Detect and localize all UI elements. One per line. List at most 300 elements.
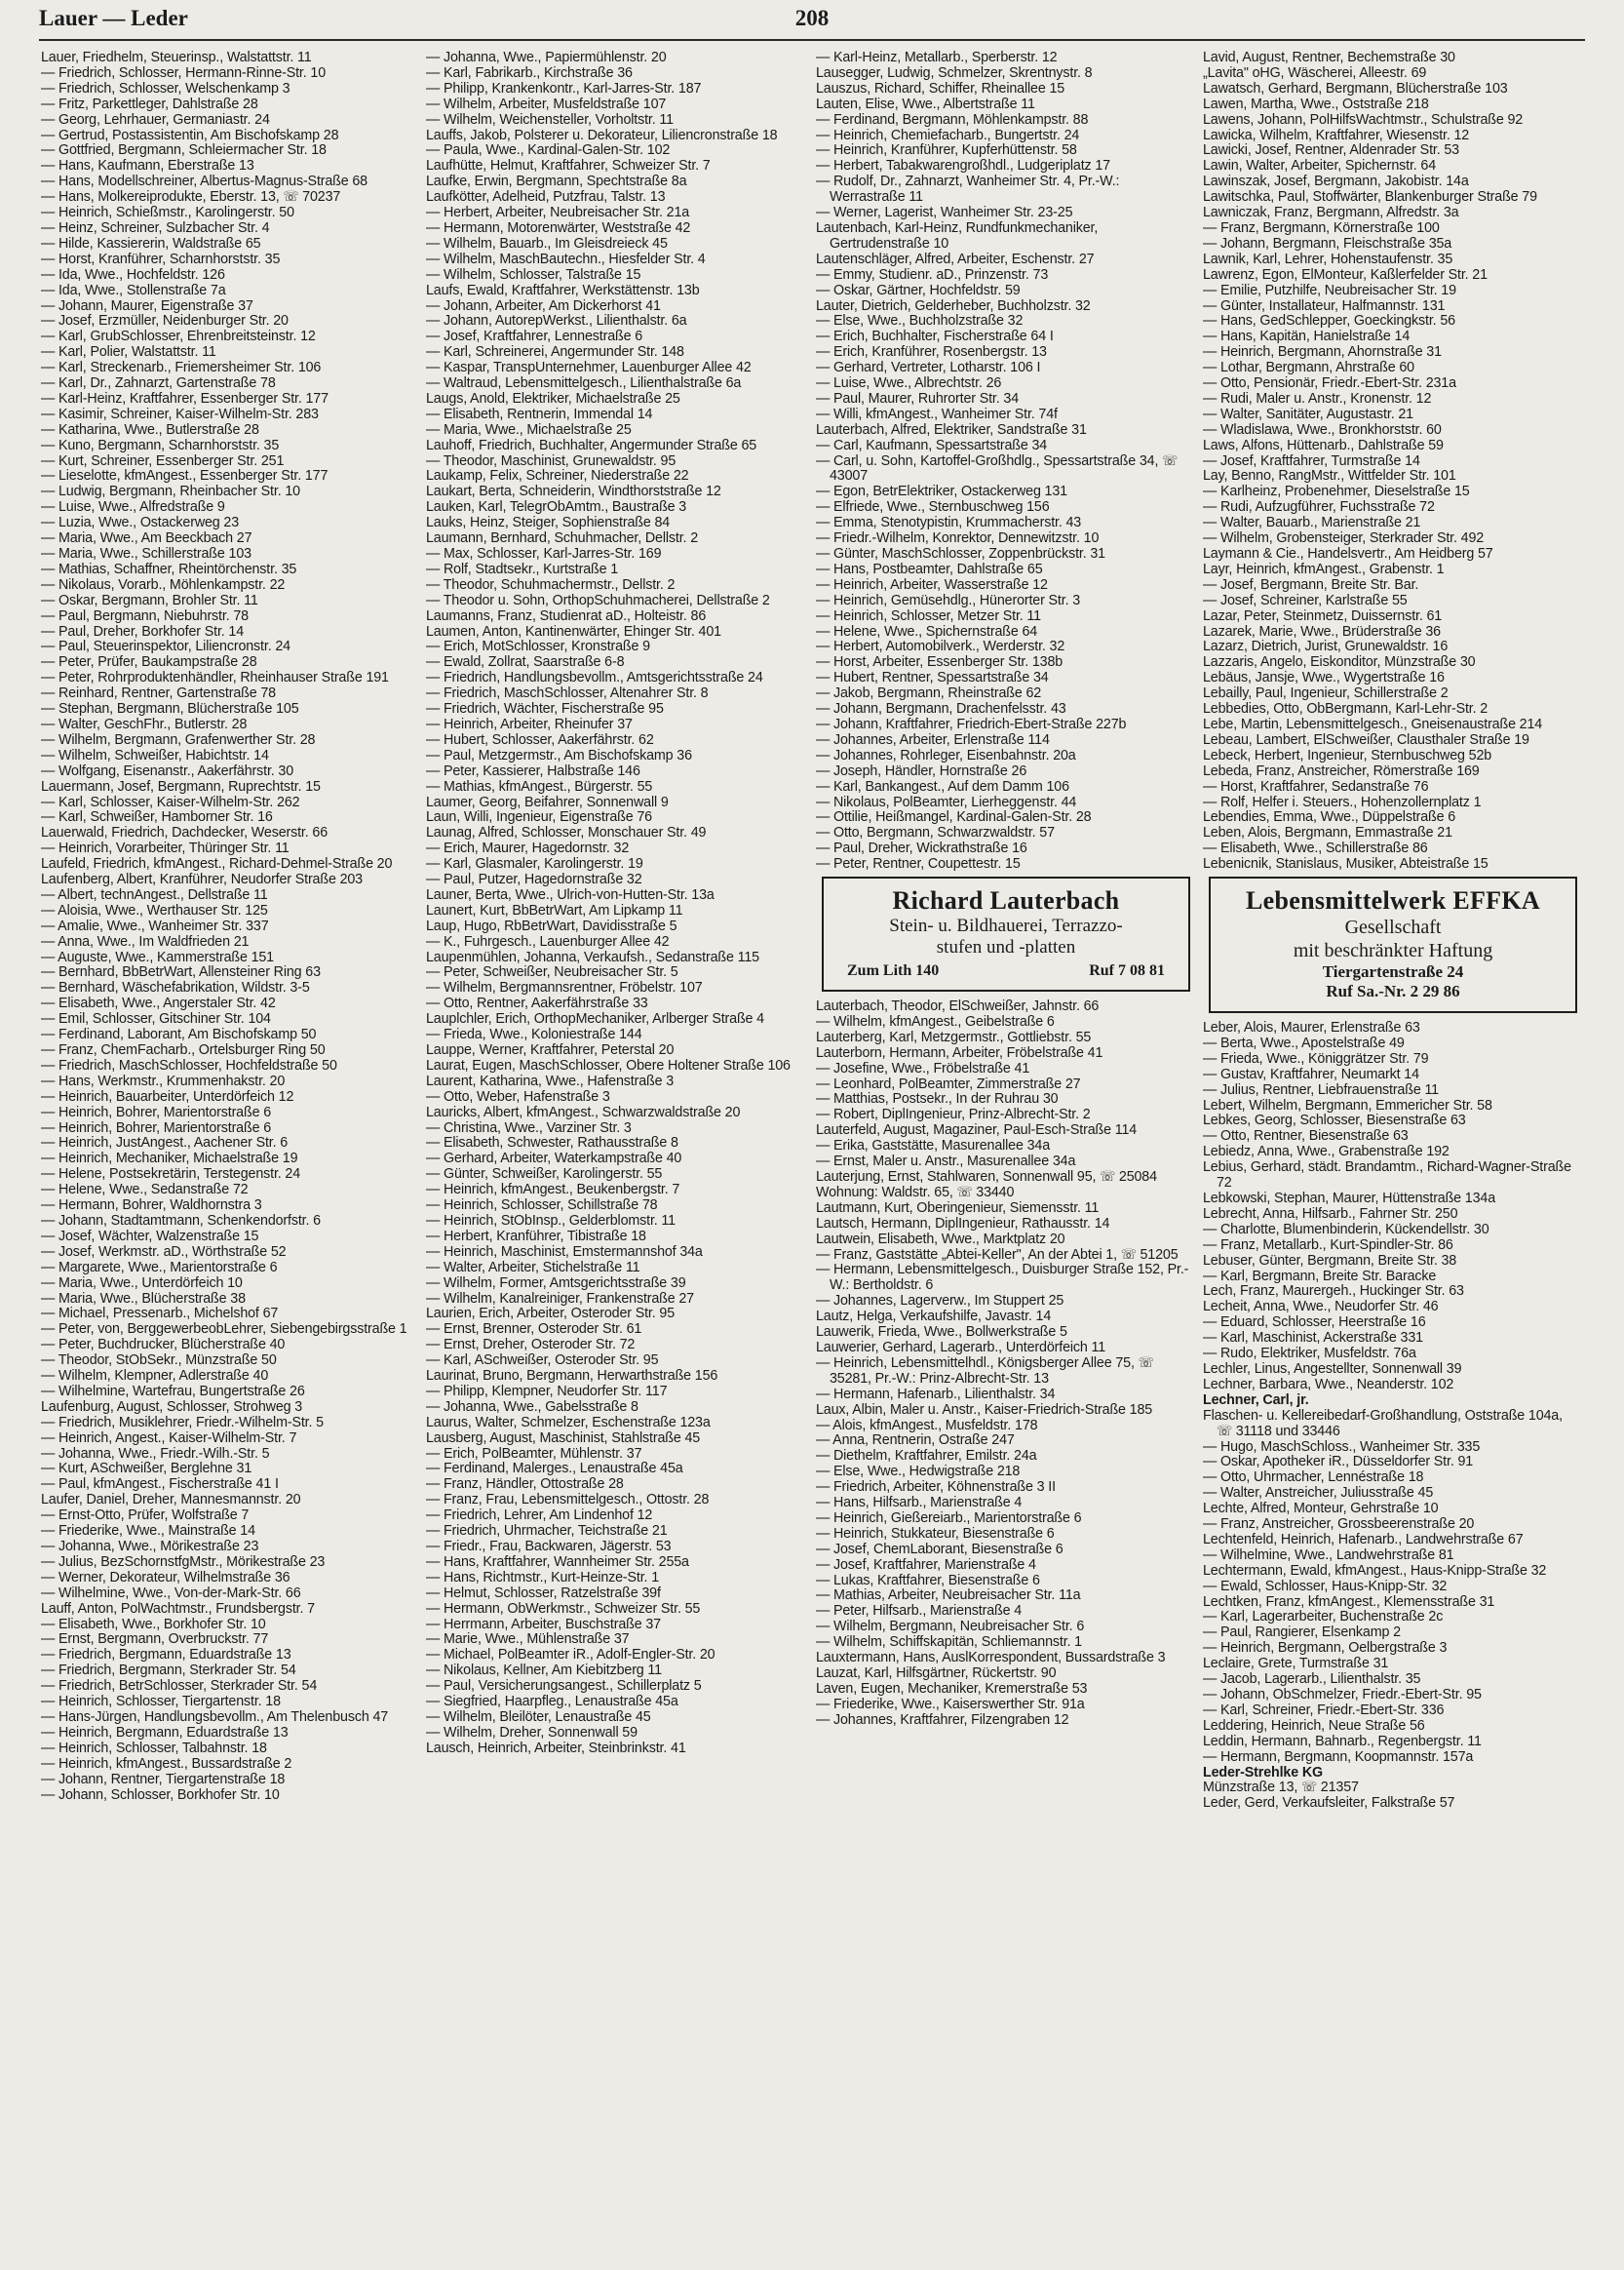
directory-entry: — Emma, Stenotypistin, Krummacherstr. 43 xyxy=(816,515,1082,531)
directory-entry: — Johann, Schlosser, Borkhofer Str. 10 xyxy=(41,1786,280,1803)
directory-entry: — Josef, Werkmstr. aD., Wörthstraße 52 xyxy=(41,1243,287,1260)
directory-entry: Leclaire, Grete, Turmstraße 31 xyxy=(1203,1656,1389,1672)
directory-entry: — Helene, Wwe., Spichernstraße 64 xyxy=(816,623,1038,640)
directory-entry: — Gottfried, Bergmann, Schleiermacher Str. 18 xyxy=(41,142,327,159)
directory-entry: — Franz, Händler, Ottostraße 28 xyxy=(426,1476,624,1493)
directory-entry: Lauterfeld, August, Magaziner, Paul-Esch-Straße 114 xyxy=(816,1122,1138,1139)
ad-phone: Ruf 7 08 81 xyxy=(1089,962,1165,980)
directory-entry: Lawniczak, Franz, Bergmann, Alfredstr. 3a xyxy=(1203,205,1459,221)
directory-entry: — Wilhelm, Bergmannsrentner, Fröbelstr. 107 xyxy=(426,980,703,997)
directory-entry: Lauwerier, Gerhard, Lagerarb., Unterdörfeich 11 xyxy=(816,1339,1106,1355)
directory-entry: Laufenberg, Albert, Kranführer, Neudorfer Straße 203 xyxy=(41,872,363,888)
directory-entry: Laumer, Georg, Beifahrer, Sonnenwall 9 xyxy=(426,794,669,810)
directory-entry: — Bernhard, BbBetrWart, Allensteiner Ring 63 xyxy=(41,964,321,981)
directory-entry: Lauks, Heinz, Steiger, Sophienstraße 84 xyxy=(426,515,671,531)
directory-entry: — Georg, Lehrhauer, Germaniastr. 24 xyxy=(41,111,270,128)
directory-entry: Lawitschka, Paul, Stoffwärter, Blankenburger Straße 79 xyxy=(1203,189,1537,206)
directory-entry: — Karl, Schreiner, Friedr.-Ebert-Str. 336 xyxy=(1203,1702,1445,1718)
directory-entry: — Emil, Schlosser, Gitschiner Str. 104 xyxy=(41,1011,271,1028)
directory-entry: — Franz, Anstreicher, Grossbeerenstraße 20 xyxy=(1203,1516,1475,1533)
directory-entry: — Siegfried, Haarpfleg., Lenaustraße 45a xyxy=(426,1694,678,1710)
directory-entry: — Emmy, Studienr. aD., Prinzenstr. 73 xyxy=(816,266,1049,283)
ad-line: Stein- u. Bildhauerei, Terrazzo- xyxy=(889,916,1123,937)
directory-entry: Lechtken, Franz, kfmAngest., Klemensstraße 31 xyxy=(1203,1593,1495,1610)
directory-entry: — Gerhard, Arbeiter, Waterkampstraße 40 xyxy=(426,1151,682,1167)
directory-entry: — Mathias, kfmAngest., Bürgerstr. 55 xyxy=(426,778,653,795)
directory-entry: Leder-Strehlke KG xyxy=(1203,1764,1323,1781)
directory-entry: — Walter, Arbeiter, Stichelstraße 11 xyxy=(426,1259,640,1275)
directory-entry: — Otto, Weber, Hafenstraße 3 xyxy=(426,1088,610,1105)
directory-entry: — Helene, Wwe., Sedanstraße 72 xyxy=(41,1182,249,1198)
directory-entry: — Wilhelm, Klempner, Adlerstraße 40 xyxy=(41,1368,269,1385)
directory-entry: — Paul, Bergmann, Niebuhrstr. 78 xyxy=(41,607,249,624)
ad-address: Zum Lith 140 xyxy=(847,962,940,980)
directory-entry: — Werner, Dekorateur, Wilhelmstraße 36 xyxy=(41,1569,290,1585)
ad-phone: Ruf Sa.-Nr. 2 29 86 xyxy=(1326,982,1460,1001)
directory-entry: — Paul, Versicherungsangest., Schillerplatz 5 xyxy=(426,1678,702,1695)
directory-entry: — Friederike, Wwe., Mainstraße 14 xyxy=(41,1523,255,1540)
directory-entry: — Friedrich, Wächter, Fischerstraße 95 xyxy=(426,701,664,718)
directory-entry: — Theodor, StObSekr., Münzstraße 50 xyxy=(41,1352,277,1369)
directory-entry: — Friedrich, Musiklehrer, Friedr.-Wilhelm-Str. 5 xyxy=(41,1414,324,1430)
directory-entry: Lawnik, Karl, Lehrer, Hohenstaufenstr. 35 xyxy=(1203,251,1453,267)
directory-entry: — Franz, Frau, Lebensmittelgesch., Ottostr. 28 xyxy=(426,1492,710,1508)
directory-entry: — Karl, ASchweißer, Osteroder Str. 95 xyxy=(426,1352,659,1369)
directory-entry: — Hans, Werkmstr., Krummenhakstr. 20 xyxy=(41,1073,286,1089)
directory-entry: — Johanna, Wwe., Gabelsstraße 8 xyxy=(426,1398,638,1415)
directory-entry: — Anna, Wwe., Im Waldfrieden 21 xyxy=(41,933,250,950)
directory-entry: — Friedrich, Arbeiter, Köhnenstraße 3 II xyxy=(816,1479,1056,1496)
directory-entry: Lautenbach, Karl-Heinz, Rundfunkmechaniker, Gertrudenstraße 10 xyxy=(816,219,1099,252)
directory-entry: — Johannes, Kraftfahrer, Filzengraben 12 xyxy=(816,1711,1069,1728)
directory-entry: — Hans, Modellschreiner, Albertus-Magnus-Straße 68 xyxy=(41,174,367,190)
directory-entry: Lauerwald, Friedrich, Dachdecker, Weserstr. 66 xyxy=(41,825,328,841)
directory-entry: Laurent, Katharina, Wwe., Hafenstraße 3 xyxy=(426,1073,675,1089)
directory-entry: — Hilde, Kassiererin, Waldstraße 65 xyxy=(41,235,261,252)
directory-entry: — Rudolf, Dr., Zahnarzt, Wanheimer Str. 4, Pr.-W.: Werrastraße 11 xyxy=(816,174,1120,206)
directory-entry: — Heinrich, Arbeiter, Rheinufer 37 xyxy=(426,716,633,732)
directory-entry: — Karl, Polier, Walstattstr. 11 xyxy=(41,344,216,361)
directory-entry: — Otto, Pensionär, Friedr.-Ebert-Str. 231a xyxy=(1203,375,1456,392)
directory-entry: Lecheit, Anna, Wwe., Neudorfer Str. 46 xyxy=(1203,1299,1439,1315)
directory-entry: — Erich, Kranführer, Rosenbergstr. 13 xyxy=(816,344,1047,361)
directory-entry: — Ewald, Schlosser, Haus-Knipp-Str. 32 xyxy=(1203,1578,1448,1594)
directory-entry: — Hermann, Hafenarb., Lilienthalstr. 34 xyxy=(816,1386,1056,1402)
directory-entry: — Horst, Kraftfahrer, Sedanstraße 76 xyxy=(1203,778,1429,795)
directory-entry: — Karl, Dr., Zahnarzt, Gartenstraße 78 xyxy=(41,375,276,392)
directory-entry: Lavid, August, Rentner, Bechemstraße 30 xyxy=(1203,50,1455,65)
directory-entry: — Wilhelm, Bleilöter, Lenaustraße 45 xyxy=(426,1708,651,1725)
directory-entry: — Willi, kfmAngest., Wanheimer Str. 74f xyxy=(816,406,1058,422)
directory-entry: Laufer, Daniel, Dreher, Mannesmannstr. 20 xyxy=(41,1492,301,1508)
directory-entry: — Hermann, Motorenwärter, Weststraße 42 xyxy=(426,219,691,236)
directory-entry: Laurat, Eugen, MaschSchlosser, Obere Holtener Straße 106 xyxy=(426,1057,791,1074)
directory-entry: — Peter, Rentner, Coupettestr. 15 xyxy=(816,856,1021,873)
directory-entry: Laukamp, Felix, Schreiner, Niederstraße 22 xyxy=(426,468,689,485)
directory-entry: — Karl, Streckenarb., Friemersheimer Str. 106 xyxy=(41,360,322,376)
directory-entry: Lebäus, Jansje, Wwe., Wygertstraße 16 xyxy=(1203,670,1445,686)
directory-entry: — Oskar, Gärtner, Hochfeldstr. 59 xyxy=(816,282,1021,298)
directory-entry: — Heinz, Schreiner, Sulzbacher Str. 4 xyxy=(41,219,270,236)
directory-entry: — Karl, Schlosser, Kaiser-Wilhelm-Str. 262 xyxy=(41,794,300,810)
directory-entry: — Philipp, Krankenkontr., Karl-Jarres-Str. 187 xyxy=(426,80,702,97)
directory-entry: — Friedrich, Schlosser, Hermann-Rinne-Str. 10 xyxy=(41,64,327,81)
directory-entry: Lauhoff, Friedrich, Buchhalter, Angermunder Straße 65 xyxy=(426,437,757,453)
directory-entry: „Lavita" oHG, Wäscherei, Alleestr. 69 xyxy=(1203,64,1427,81)
directory-entry: — Günter, Schweißer, Karolingerstr. 55 xyxy=(426,1166,663,1183)
directory-entry: — Johann, AutorepWerkst., Lilienthalstr. 6a xyxy=(426,313,687,330)
directory-entry: Lausch, Heinrich, Arbeiter, Steinbrinkstr. 41 xyxy=(426,1740,686,1756)
directory-entry: — Mathias, Schaffner, Rheintörchenstr. 35 xyxy=(41,561,297,577)
directory-entry: Lazarek, Marie, Wwe., Brüderstraße 36 xyxy=(1203,623,1441,640)
header-rule xyxy=(39,39,1585,41)
directory-entry: Laukart, Berta, Schneiderin, Windthorststraße 12 xyxy=(426,484,721,500)
directory-entry: Lebeau, Lambert, ElSchweißer, Clausthaler Straße 19 xyxy=(1203,731,1529,748)
directory-entry: — Karl, Glasmaler, Karolingerstr. 19 xyxy=(426,856,643,873)
directory-entry: — Karl, Lagerarbeiter, Buchenstraße 2c xyxy=(1203,1609,1444,1625)
directory-entry: — Heinrich, Chemiefacharb., Bungertstr. 24 xyxy=(816,127,1080,143)
directory-entry: — Wilhelm, Dreher, Sonnenwall 59 xyxy=(426,1724,638,1741)
directory-entry: — Heinrich, Vorarbeiter, Thüringer Str. 11 xyxy=(41,841,290,857)
column-4 xyxy=(1203,51,1577,1812)
directory-entry: — Herbert, Kranführer, Tibistraße 18 xyxy=(426,1228,646,1244)
directory-entry: — Julius, BezSchornstfgMstr., Mörikestraße 23 xyxy=(41,1553,326,1570)
directory-entry: Leddering, Heinrich, Neue Straße 56 xyxy=(1203,1717,1425,1734)
directory-entry: — Hugo, MaschSchloss., Wanheimer Str. 335 xyxy=(1203,1438,1481,1455)
directory-entry: — Johann, ObSchmelzer, Friedr.-Ebert-Str. 95 xyxy=(1203,1687,1482,1702)
directory-entry: — Johannes, Arbeiter, Erlenstraße 114 xyxy=(816,731,1050,748)
directory-entry: — Otto, Bergmann, Schwarzwaldstr. 57 xyxy=(816,825,1055,841)
directory-entry: Lazzaris, Angelo, Eiskonditor, Münzstraße 30 xyxy=(1203,654,1476,671)
directory-entry: — Oskar, Apotheker iR., Düsseldorfer Str. 91 xyxy=(1203,1454,1474,1470)
directory-entry: — Walter, Bauarb., Marienstraße 21 xyxy=(1203,515,1421,531)
directory-entry: Laurus, Walter, Schmelzer, Eschenstraße 123a xyxy=(426,1414,711,1430)
directory-entry: — Karl-Heinz, Kraftfahrer, Essenberger Str. 177 xyxy=(41,390,329,407)
directory-entry: — Paul, Putzer, Hagedornstraße 32 xyxy=(426,872,642,888)
directory-entry: Lawatsch, Gerhard, Bergmann, Blücherstraße 103 xyxy=(1203,80,1508,97)
directory-entry: Lebeck, Herbert, Ingenieur, Sternbuschweg 52b xyxy=(1203,747,1492,763)
directory-entry: — Luzia, Wwe., Ostackerweg 23 xyxy=(41,515,240,531)
directory-entry: — Peter, Prüfer, Baukampstraße 28 xyxy=(41,654,257,671)
directory-entry: — Walter, Sanitäter, Augustastr. 21 xyxy=(1203,406,1413,422)
directory-entry: — Friedr.-Wilhelm, Konrektor, Dennewitzstr. 10 xyxy=(816,530,1100,547)
directory-entry: — Paul, Metzgermstr., Am Bischofskamp 36 xyxy=(426,747,692,763)
directory-entry: — Hermann, Bohrer, Waldhornstra 3 xyxy=(41,1197,262,1214)
page-number: 208 xyxy=(794,6,830,30)
directory-entry: — Fritz, Parkettleger, Dahlstraße 28 xyxy=(41,96,258,112)
directory-entry: — Heinrich, Stukkateur, Biesenstraße 6 xyxy=(816,1525,1055,1542)
directory-entry: — Josef, Schreiner, Karlstraße 55 xyxy=(1203,592,1408,608)
directory-entry: — Christina, Wwe., Varziner Str. 3 xyxy=(426,1119,632,1136)
directory-entry: — Otto, Rentner, Biesenstraße 63 xyxy=(1203,1128,1409,1145)
directory-entry: — Karl, Maschinist, Ackerstraße 331 xyxy=(1203,1330,1423,1347)
directory-entry: — Wilhelm, Arbeiter, Musfeldstraße 107 xyxy=(426,96,667,112)
directory-entry: — Elisabeth, Wwe., Borkhofer Str. 10 xyxy=(41,1616,266,1632)
directory-entry: — Hermann, Lebensmittelgesch., Duisburger Straße 152, Pr.-W.: Bertholdstr. 6 xyxy=(816,1262,1189,1294)
directory-entry: — Kasimir, Schreiner, Kaiser-Wilhelm-Str. 283 xyxy=(41,406,319,422)
directory-entry: Lausberg, August, Maschinist, Stahlstraße 45 xyxy=(426,1429,701,1446)
directory-entry: — Wilhelm, Bergmann, Grafenwerther Str. 28 xyxy=(41,731,316,748)
directory-entry: Lauffs, Jakob, Polsterer u. Dekorateur, Liliencronstraße 18 xyxy=(426,127,778,143)
directory-entry: — Walter, GeschFhr., Butlerstr. 28 xyxy=(41,716,248,732)
directory-entry: Lebeda, Franz, Anstreicher, Römerstraße 169 xyxy=(1203,763,1480,779)
directory-entry: — Julius, Rentner, Liebfrauenstraße 11 xyxy=(1203,1081,1439,1098)
directory-entry: Lauzat, Karl, Hilfsgärtner, Rückertstr. 90 xyxy=(816,1665,1057,1681)
directory-entry: Laurien, Erich, Arbeiter, Osteroder Str. 95 xyxy=(426,1306,675,1322)
directory-entry: — Heinrich, Bohrer, Marientorstraße 6 xyxy=(41,1104,271,1120)
directory-entry: — Wilhelmine, Wwe., Von-der-Mark-Str. 66 xyxy=(41,1585,301,1601)
directory-entry: — Friedr., Frau, Backwaren, Jägerstr. 53 xyxy=(426,1539,672,1554)
directory-entry: — Waltraud, Lebensmittelgesch., Lilienthalstraße 6a xyxy=(426,375,742,392)
directory-entry: — Hans, Hilfsarb., Marienstraße 4 xyxy=(816,1495,1023,1511)
directory-entry: — Emilie, Putzhilfe, Neubreisacher Str. 19 xyxy=(1203,282,1456,298)
directory-entry: — Wilhelm, MaschBautechn., Hiesfelder Str. 4 xyxy=(426,251,706,267)
directory-entry: — Elisabeth, Rentnerin, Immendal 14 xyxy=(426,406,653,422)
directory-entry: — Ludwig, Bergmann, Rheinbacher Str. 10 xyxy=(41,484,300,500)
directory-entry: — Ida, Wwe., Stollenstraße 7a xyxy=(41,282,226,298)
directory-entry: — Oskar, Bergmann, Brohler Str. 11 xyxy=(41,592,258,608)
directory-entry: Flaschen- u. Kellereibedarf-Großhandlung, Oststraße 104a, ☏ 31118 und 33446 xyxy=(1203,1407,1563,1439)
directory-entry: Lawinszak, Josef, Bergmann, Jakobistr. 14a xyxy=(1203,174,1469,190)
directory-entry: — Heinrich, Bergmann, Eduardstraße 13 xyxy=(41,1724,289,1741)
directory-entry: — Friedrich, MaschSchlosser, Altenahrer Str. 8 xyxy=(426,685,709,702)
directory-entry: Lauten, Elise, Wwe., Albertstraße 11 xyxy=(816,96,1035,112)
directory-entry: — Ernst-Otto, Prüfer, Wolfstraße 7 xyxy=(41,1507,250,1524)
directory-entry: — Karl-Heinz, Metallarb., Sperberstr. 12 xyxy=(816,50,1058,65)
directory-entry: — Friederike, Wwe., Kaiserswerther Str. 91a xyxy=(816,1696,1085,1712)
directory-entry: — Josef, Erzmüller, Neidenburger Str. 20 xyxy=(41,313,289,330)
directory-entry: — Berta, Wwe., Apostelstraße 49 xyxy=(1203,1035,1405,1051)
directory-entry: — Heinrich, Gemüsehdlg., Hünerorter Str. 3 xyxy=(816,592,1081,608)
directory-entry: — Jakob, Bergmann, Rheinstraße 62 xyxy=(816,685,1042,702)
directory-entry: — Peter, von, BerggewerbeobLehrer, Siebengebirgsstraße 1 xyxy=(41,1321,407,1338)
directory-entry: — Wilhelm, Bergmann, Neubreisacher Str. 6 xyxy=(816,1619,1085,1635)
directory-entry: — Rolf, Helfer i. Steuers., Hohenzollernplatz 1 xyxy=(1203,794,1482,810)
directory-entry: — Franz, Gaststätte „Abtei-Keller", An der Abtei 1, ☏ 51205 xyxy=(816,1246,1179,1263)
directory-entry: — Erich, Buchhalter, Fischerstraße 64 I xyxy=(816,329,1054,345)
directory-entry: — Paul, Dreher, Borkhofer Str. 14 xyxy=(41,623,245,640)
directory-entry: — Reinhard, Rentner, Gartenstraße 78 xyxy=(41,685,276,702)
directory-entry: — Aloisia, Wwe., Werthauser Str. 125 xyxy=(41,902,268,919)
directory-entry: — Herbert, Automobilverk., Werderstr. 32 xyxy=(816,639,1065,655)
directory-entry: — Johannes, Rohrleger, Eisenbahnstr. 20a xyxy=(816,747,1076,763)
directory-entry: Laufeld, Friedrich, kfmAngest., Richard-Dehmel-Straße 20 xyxy=(41,856,393,873)
directory-entry: — Hans-Jürgen, Handlungsbevollm., Am Thelenbusch 47 xyxy=(41,1708,389,1725)
directory-entry: — Friedrich, Lehrer, Am Lindenhof 12 xyxy=(426,1507,653,1524)
directory-entry: — Peter, Schweißer, Neubreisacher Str. 5 xyxy=(426,964,678,981)
directory-entry: — Hans, Molkereiprodukte, Eberstr. 13, ☏ 70237 xyxy=(41,189,341,206)
directory-entry: — Heinrich, Schießmstr., Karolingerstr. 50 xyxy=(41,205,294,221)
directory-entry: — Theodor, Maschinist, Grunewaldstr. 95 xyxy=(426,452,677,469)
directory-entry: Laufkötter, Adelheid, Putzfrau, Talstr. 13 xyxy=(426,189,666,206)
directory-entry: Lauszus, Richard, Schiffer, Rheinallee 15 xyxy=(816,80,1065,97)
directory-entry: Layr, Heinrich, kfmAngest., Grabenstr. 1 xyxy=(1203,561,1445,577)
directory-entry: — Franz, ChemFacharb., Ortelsburger Ring 50 xyxy=(41,1042,326,1058)
directory-entry: — Michael, Pressenarb., Michelshof 67 xyxy=(41,1306,279,1322)
directory-entry: Lechte, Alfred, Monteur, Gehrstraße 10 xyxy=(1203,1501,1439,1517)
directory-entry: — Gustav, Kraftfahrer, Neumarkt 14 xyxy=(1203,1066,1419,1082)
directory-entry: — Friedrich, BetrSchlosser, Sterkrader Str. 54 xyxy=(41,1678,318,1695)
directory-entry: — Karl, GrubSchlosser, Ehrenbreitsteinstr. 12 xyxy=(41,329,316,345)
directory-entry: Lauterbach, Alfred, Elektriker, Sandstraße 31 xyxy=(816,421,1087,438)
directory-entry: — Maria, Wwe., Schillerstraße 103 xyxy=(41,546,251,562)
directory-entry: — Nikolaus, PolBeamter, Lierheggenstr. 44 xyxy=(816,794,1077,810)
directory-entry: — Heinrich, Bohrer, Marientorstraße 6 xyxy=(41,1119,271,1136)
directory-entry: Laven, Eugen, Mechaniker, Kremerstraße 53 xyxy=(816,1680,1088,1697)
directory-entry: — Heinrich, JustAngest., Aachener Str. 6 xyxy=(41,1135,289,1152)
directory-entry: — Heinrich, Mechaniker, Michaelstraße 19 xyxy=(41,1151,298,1167)
directory-entry: — Peter, Kassierer, Halbstraße 146 xyxy=(426,763,640,779)
directory-entry: Lebiedz, Anna, Wwe., Grabenstraße 192 xyxy=(1203,1144,1450,1160)
directory-entry: — Maria, Wwe., Unterdörfeich 10 xyxy=(41,1274,243,1291)
directory-entry: — Paul, Dreher, Wickrathstraße 16 xyxy=(816,841,1027,857)
directory-entry: — Helmut, Schlosser, Ratzelstraße 39f xyxy=(426,1585,661,1601)
directory-entry: — Joseph, Händler, Hornstraße 26 xyxy=(816,763,1027,779)
directory-entry: — Wilhelm, Schlosser, Talstraße 15 xyxy=(426,266,641,283)
directory-entry: — Wilhelm, Grobensteiger, Sterkrader Str. 492 xyxy=(1203,530,1485,547)
directory-entry: — Johanna, Wwe., Papiermühlenstr. 20 xyxy=(426,50,667,65)
directory-entry: Lechtenfeld, Heinrich, Hafenarb., Landwehrstraße 67 xyxy=(1203,1531,1524,1547)
directory-entry: Lautsch, Hermann, DiplIngenieur, Rathausstr. 14 xyxy=(816,1215,1110,1232)
directory-entry: Laux, Albin, Maler u. Anstr., Kaiser-Friedrich-Straße 185 xyxy=(816,1401,1153,1418)
directory-entry: Lautwein, Elisabeth, Wwe., Marktplatz 20 xyxy=(816,1231,1065,1247)
directory-entry: Lausegger, Ludwig, Schmelzer, Skrentnystr. 8 xyxy=(816,64,1093,81)
directory-entry: Launert, Kurt, BbBetrWart, Am Lipkamp 11 xyxy=(426,902,683,919)
directory-entry: — Hans, Kraftfahrer, Wannheimer Str. 255a xyxy=(426,1553,689,1570)
directory-entry: — Heinrich, Gießereiarb., Marientorstraße 6 xyxy=(816,1509,1082,1526)
directory-entry: — Gertrud, Postassistentin, Am Bischofskamp 28 xyxy=(41,127,339,143)
directory-entry: — Wladislawa, Wwe., Bronkhorststr. 60 xyxy=(1203,421,1442,438)
directory-entry: Laufhütte, Helmut, Kraftfahrer, Schweizer Str. 7 xyxy=(426,158,711,175)
directory-entry: — Stephan, Bergmann, Blücherstraße 105 xyxy=(41,701,299,718)
directory-entry: Laufenburg, August, Schlosser, Strohweg 3 xyxy=(41,1398,303,1415)
directory-entry: Lebkes, Georg, Schlosser, Biesenstraße 63 xyxy=(1203,1113,1466,1129)
directory-entry: Lawicka, Wilhelm, Kraftfahrer, Wiesenstr. 12 xyxy=(1203,127,1470,143)
directory-entry: — Wilhelm, Former, Amtsgerichtsstraße 39 xyxy=(426,1274,686,1291)
directory-entry: — Ottilie, Heißmangel, Kardinal-Galen-Str. 28 xyxy=(816,809,1092,826)
directory-entry: — Erich, MotSchlosser, Kronstraße 9 xyxy=(426,639,650,655)
directory-entry: — Ferdinand, Laborant, Am Bischofskamp 50 xyxy=(41,1027,317,1043)
directory-entry: — Friedrich, Schlosser, Welschenkamp 3 xyxy=(41,80,290,97)
directory-entry: — Philipp, Klempner, Neudorfer Str. 117 xyxy=(426,1383,668,1399)
directory-entry: — Heinrich, Schlosser, Talbahnstr. 18 xyxy=(41,1740,267,1756)
directory-entry: — Hans, Kapitän, Hanielstraße 14 xyxy=(1203,329,1411,345)
directory-entry: Lauter, Dietrich, Gelderheber, Buchholzstr. 32 xyxy=(816,297,1091,314)
directory-entry: — Erich, PolBeamter, Mühlenstr. 37 xyxy=(426,1445,642,1462)
directory-entry: — Wilhelm, Weichensteller, Vorholtstr. 11 xyxy=(426,111,674,128)
directory-entry: Laufs, Ewald, Kraftfahrer, Werkstättenstr. 13b xyxy=(426,282,700,298)
directory-entry: — Günter, Installateur, Halfmannstr. 131 xyxy=(1203,297,1446,314)
directory-entry: — Hubert, Schlosser, Aakerfährstr. 62 xyxy=(426,731,654,748)
directory-entry: — Franz, Bergmann, Körnerstraße 100 xyxy=(1203,219,1440,236)
directory-entry: — Hans, Richtmstr., Kurt-Heinze-Str. 1 xyxy=(426,1569,660,1585)
directory-entry: — Walter, Anstreicher, Juliusstraße 45 xyxy=(1203,1485,1434,1502)
directory-entry: — Michael, PolBeamter iR., Adolf-Engler-Str. 20 xyxy=(426,1647,715,1663)
directory-entry: — Eduard, Schlosser, Heerstraße 16 xyxy=(1203,1314,1426,1331)
directory-entry: Lawicki, Josef, Rentner, Aldenrader Str. 53 xyxy=(1203,142,1459,159)
directory-entry: — Peter, Buchdrucker, Blücherstraße 40 xyxy=(41,1337,286,1353)
directory-entry: Lawen, Martha, Wwe., Oststraße 218 xyxy=(1203,96,1429,112)
directory-entry: — Maria, Wwe., Am Beeckbach 27 xyxy=(41,530,252,547)
directory-entry: Lauwerik, Frieda, Wwe., Bollwerkstraße 5 xyxy=(816,1324,1067,1341)
directory-entry: — Johann, Stadtamtmann, Schenkendorfstr. 6 xyxy=(41,1212,321,1229)
directory-entry: Lebe, Martin, Lebensmittelgesch., Gneisenaustraße 214 xyxy=(1203,716,1543,732)
directory-entry: Lauterjung, Ernst, Stahlwaren, Sonnenwall 95, ☏ 25084 xyxy=(816,1169,1157,1185)
directory-entry: — Kuno, Bergmann, Scharnhorststr. 35 xyxy=(41,437,280,453)
directory-entry: — Alois, kfmAngest., Musfeldstr. 178 xyxy=(816,1417,1038,1433)
directory-entry: Lautmann, Kurt, Oberingenieur, Siemensstr. 11 xyxy=(816,1199,1100,1216)
directory-entry: — Wilhelmine, Wartefrau, Bungertstraße 26 xyxy=(41,1383,305,1399)
directory-entry: — Johann, Bergmann, Drachenfelsstr. 43 xyxy=(816,701,1066,718)
directory-entry: — Karl, Bergmann, Breite Str. Baracke xyxy=(1203,1268,1437,1284)
directory-entry: Lebbedies, Otto, ObBergmann, Karl-Lehr-Str. 2 xyxy=(1203,701,1489,718)
directory-entry: — Rudo, Elektriker, Musfeldstr. 76a xyxy=(1203,1346,1416,1362)
directory-entry: — Paul, Maurer, Ruhrorter Str. 34 xyxy=(816,390,1020,407)
directory-entry: — Charlotte, Blumenbinderin, Kückendellstr. 30 xyxy=(1203,1221,1489,1237)
directory-entry: — Matthias, Postsekr., In der Ruhrau 30 xyxy=(816,1091,1059,1108)
ad-line: stufen und -platten xyxy=(936,937,1076,959)
directory-entry: — Nikolaus, Kellner, Am Kiebitzberg 11 xyxy=(426,1663,662,1679)
directory-entry: — Heinrich, Bergmann, Ahornstraße 31 xyxy=(1203,344,1442,361)
directory-entry: Lech, Franz, Maurergeh., Huckinger Str. 63 xyxy=(1203,1283,1464,1300)
directory-entry: — Maria, Wwe., Michaelstraße 25 xyxy=(426,421,632,438)
directory-entry: — Heinrich, Schlosser, Schillstraße 78 xyxy=(426,1197,658,1214)
directory-entry: Lebendies, Emma, Wwe., Düppelstraße 6 xyxy=(1203,809,1456,826)
directory-entry: Lauppe, Werner, Kraftfahrer, Peterstal 20 xyxy=(426,1042,675,1058)
directory-entry: Lebius, Gerhard, städt. Brandamtm., Richard-Wagner-Straße 72 xyxy=(1203,1159,1571,1192)
directory-entry: — Wilhelm, Schiffskapitän, Schliemannstr. 1 xyxy=(816,1634,1082,1651)
directory-entry: Lauplchler, Erich, OrthopMechaniker, Arlberger Straße 4 xyxy=(426,1011,764,1028)
directory-entry: Laws, Alfons, Hüttenarb., Dahlstraße 59 xyxy=(1203,437,1444,453)
directory-entry: Lebenicnik, Stanislaus, Musiker, Abteistraße 15 xyxy=(1203,856,1489,873)
directory-entry: — Josefine, Wwe., Fröbelstraße 41 xyxy=(816,1060,1030,1076)
directory-entry: Lawin, Walter, Arbeiter, Spichernstr. 64 xyxy=(1203,158,1437,175)
directory-entry: — Kurt, Schreiner, Essenberger Str. 251 xyxy=(41,452,285,469)
directory-entry: — Karl, Schweißer, Hamborner Str. 16 xyxy=(41,809,273,826)
directory-entry: — Margarete, Wwe., Marientorstraße 6 xyxy=(41,1259,278,1275)
directory-entry: — Nikolaus, Vorarb., Möhlenkampstr. 22 xyxy=(41,576,286,593)
directory-entry: — Elisabeth, Wwe., Angerstaler Str. 42 xyxy=(41,996,276,1012)
directory-entry: — Horst, Kranführer, Scharnhorststr. 35 xyxy=(41,251,281,267)
directory-entry: — Marie, Wwe., Mühlenstraße 37 xyxy=(426,1631,630,1648)
directory-entry: — Ernst, Maler u. Anstr., Masurenallee 34a xyxy=(816,1154,1076,1170)
ad-line: mit beschränkter Haftung xyxy=(1293,940,1493,962)
directory-entry: — Lukas, Kraftfahrer, Biesenstraße 6 xyxy=(816,1572,1040,1588)
directory-entry: Laun, Willi, Ingenieur, Eigenstraße 76 xyxy=(426,809,652,826)
directory-entry: — Else, Wwe., Hedwigstraße 218 xyxy=(816,1464,1021,1480)
directory-entry: — Karl, Fabrikarb., Kirchstraße 36 xyxy=(426,64,633,81)
directory-entry: — Anna, Rentnerin, Ostraße 247 xyxy=(816,1432,1015,1449)
directory-entry: — Otto, Uhrmacher, Lennéstraße 18 xyxy=(1203,1469,1424,1486)
directory-entry: — Johannes, Lagerverw., Im Stuppert 25 xyxy=(816,1293,1064,1310)
ad-address: Tiergartenstraße 24 xyxy=(1322,962,1464,982)
directory-entry: — Heinrich, Bauarbeiter, Unterdörfeich 12 xyxy=(41,1088,294,1105)
directory-entry: — Rudi, Aufzugführer, Fuchsstraße 72 xyxy=(1203,499,1435,516)
directory-entry: — Ernst, Dreher, Osteroder Str. 72 xyxy=(426,1337,636,1353)
directory-entry: Lauermann, Josef, Bergmann, Ruprechtstr. 15 xyxy=(41,778,321,795)
directory-entry: — Luise, Wwe., Alfredstraße 9 xyxy=(41,499,225,516)
directory-entry: Lauxtermann, Hans, AuslKorrespondent, Bussardstraße 3 xyxy=(816,1650,1166,1666)
directory-entry: — Heinrich, Schlosser, Metzer Str. 11 xyxy=(816,607,1041,624)
directory-entry: — Albert, technAngest., Dellstraße 11 xyxy=(41,886,268,903)
directory-entry: Laugs, Anold, Elektriker, Michaelstraße 25 xyxy=(426,390,680,407)
directory-entry: — Lothar, Bergmann, Ahrstraße 60 xyxy=(1203,360,1414,376)
directory-entry: — Josef, Kraftfahrer, Marienstraße 4 xyxy=(816,1556,1036,1573)
directory-entry: — Rolf, Stadtsekr., Kurtstraße 1 xyxy=(426,561,619,577)
directory-entry: — Erika, Gaststätte, Masurenallee 34a xyxy=(816,1138,1050,1155)
directory-entry: — Kurt, ASchweißer, Berglehne 31 xyxy=(41,1461,252,1477)
directory-entry: — Rudi, Maler u. Anstr., Kronenstr. 12 xyxy=(1203,390,1432,407)
